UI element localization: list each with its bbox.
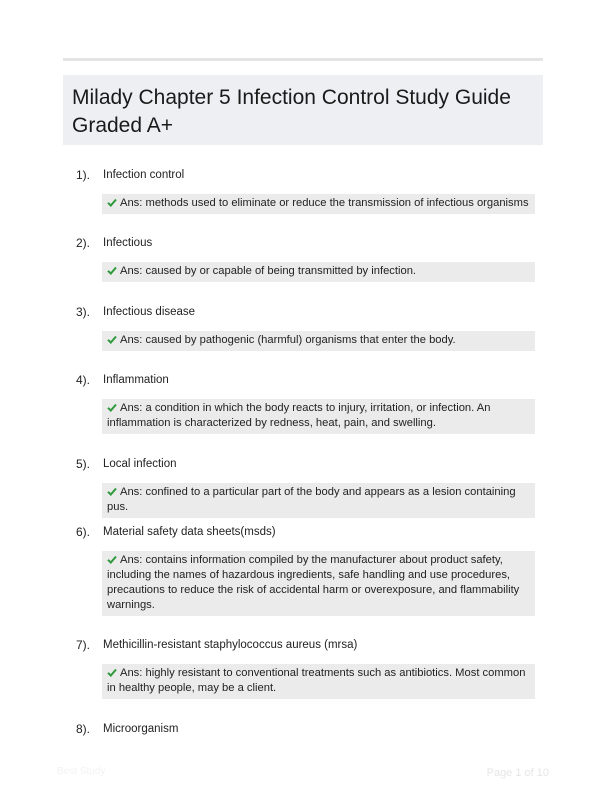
question-number: 2). bbox=[76, 236, 91, 250]
question-term: Local infection bbox=[103, 458, 177, 470]
answer-prefix: Ans: bbox=[120, 486, 143, 498]
answer-text: caused by or capable of being transmitted by infection. bbox=[145, 265, 417, 277]
question-number: 4). bbox=[76, 373, 91, 387]
question-number: 6). bbox=[76, 525, 91, 539]
answer-text: a condition in which the body reacts to injury, irritation, or infection. An inflammation is characterized by redness, heat, pain, and swelling. bbox=[107, 402, 491, 429]
answer-text: confined to a particular part of the body and appears as a lesion containing pus. bbox=[107, 486, 516, 513]
checkmark-icon bbox=[107, 403, 117, 412]
question-term: Material safety data sheets(msds) bbox=[103, 526, 276, 538]
answer-box bbox=[102, 331, 535, 351]
checkmark-icon bbox=[107, 668, 117, 677]
answer-text: contains information compiled by the manufacturer about product safety, including the names of hazardous ingredients, safe handling and use procedures, precautions to reduce the risk of accidental harm or overexposure, and flammability warnings. bbox=[107, 554, 520, 611]
question-number: 8). bbox=[76, 722, 91, 736]
page-number: Page 1 of 10 bbox=[486, 767, 549, 779]
answer-box bbox=[102, 399, 535, 434]
answer-box bbox=[102, 551, 535, 616]
question-term: Infectious disease bbox=[103, 306, 196, 318]
checkmark-icon bbox=[107, 487, 117, 496]
question-number: 3). bbox=[76, 305, 91, 319]
question-term: Inflammation bbox=[103, 374, 169, 386]
question-number: 1). bbox=[76, 168, 91, 182]
answer-text: highly resistant to conventional treatments such as antibiotics. Most common in healthy people, may be a client. bbox=[107, 667, 526, 694]
checkmark-icon bbox=[107, 266, 117, 275]
question-term: Infectious bbox=[103, 237, 153, 249]
question-number: 7). bbox=[76, 638, 91, 652]
answer-box bbox=[102, 483, 535, 518]
footer-brand: Best Study bbox=[57, 766, 106, 777]
answer-box bbox=[102, 194, 535, 214]
question-term: Methicillin-resistant staphylococcus aureus (mrsa) bbox=[103, 639, 358, 651]
page-title: Milady Chapter 5 Infection Control Study Guide Graded A+ bbox=[72, 86, 511, 137]
answer-prefix: Ans: bbox=[120, 402, 143, 414]
answer-text: methods used to eliminate or reduce the transmission of infectious organisms bbox=[145, 197, 529, 209]
answer-prefix: Ans: bbox=[120, 667, 143, 679]
answer-prefix: Ans: bbox=[120, 265, 143, 277]
question-term: Infection control bbox=[103, 169, 185, 181]
answer-box bbox=[102, 262, 535, 282]
question-term: Microorganism bbox=[103, 723, 179, 735]
checkmark-icon bbox=[107, 555, 117, 564]
checkmark-icon bbox=[107, 198, 117, 207]
answer-box bbox=[102, 664, 535, 699]
answer-prefix: Ans: bbox=[120, 197, 143, 209]
question-number: 5). bbox=[76, 457, 91, 471]
answer-prefix: Ans: bbox=[120, 334, 143, 346]
answer-text: caused by pathogenic (harmful) organisms that enter the body. bbox=[145, 334, 456, 346]
checkmark-icon bbox=[107, 335, 117, 344]
answer-prefix: Ans: bbox=[120, 554, 143, 566]
